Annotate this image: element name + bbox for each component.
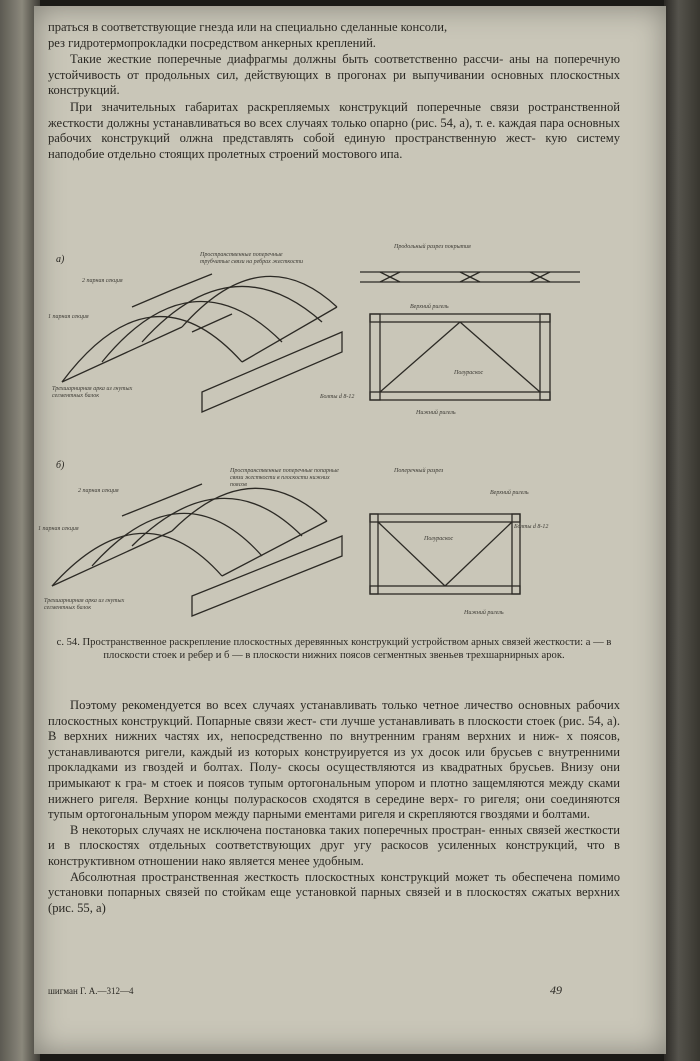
figure-b-section-drawing [360,494,560,624]
figure-a-long-section: Продольный разрез покрытия [394,244,471,250]
book-page [34,6,666,1054]
figure-a-half-brace: Полураскос [454,370,484,376]
figure-b-note-chord: Трехшарнирная арка из гнутых сегментных балок [44,598,125,611]
printer-mark: шигман Г. А.—312—4 [48,986,134,996]
figure-b-label: б) [56,460,65,471]
figure-b-upper-bar: Верхний ригель [490,490,529,496]
figure-b-note-pair1: 1 парная секция [38,526,79,532]
figure-caption: с. 54. Пространственное раскрепление плоскостных деревянных конструкций устройством арных связей жесткости: а — в плоскости стоек и ребер и б — в плоскости нижних поясов сегментных звеньев трехшарнирных арок. [56,637,612,661]
top-paragraph [48,20,620,51]
body-text [48,698,620,916]
figure-b-half-brace: Полураскос [424,536,454,542]
body-paragraph-3: Абсолютная пространственная жесткость плоскостных конструкций может ть обеспечена помимо установки попарных связей по стойкам еще установкой парных связей и в плоскостях сжатых верхних (рис. 55, а) [48,869,620,915]
figure-a-label: а) [56,254,65,265]
figure-b-note-ties: Пространственные поперечные попарные связи жесткости в плоскости нижних поясов [230,468,339,488]
figure-a-note-pair2: 2 парная секция [82,278,123,284]
figure-a-lower-bar: Нижний ригель [416,410,456,416]
figure-b-cross-section: Поперечный разрез [394,468,444,474]
paragraph-2 [48,52,620,99]
figure-a-note-chord: Трехшарнирная арка из гнутых сегментных балок [52,386,133,399]
top-line-2: рез гидротермопрокладки посредством анкерных креплений. [48,35,376,50]
paragraph-3-text: При значительных габаритах раскрепляемых конструкций поперечные связи ространственной жесткости должны устанавливаться во всех случаях только опарно (рис. 54, а), т. е. каждая пара основных рабочих конструкций олжна представлять собой единую пространственную жест- кую систему наподобие отдельно стоящих пролетных строений мостового ипа. [48,100,620,161]
top-line-1: праться в соответствующие гнезда или на специально сделанные консоли, [48,20,448,34]
body-paragraph-2: В некоторых случаях не исключена постановка таких поперечных простран- енных связей жесткости и в плоскостях отдельных соответствующих друг угу раскосов усиленных конструкций, что в конструктивном отношении нако является менее удобным. [48,822,620,868]
figure-a-note-ties: Пространственные поперечные трубчатые связи на ребрах жесткости [200,252,303,265]
figure-a-section-drawing [360,254,580,414]
figure-b-note-pair2: 2 парная секция [78,488,119,494]
paragraph-3 [48,100,620,162]
body-paragraph-1: Поэтому рекомендуется во всех случаях устанавливать только четное личество основных рабочих плоскостных конструкций. Попарные связи жест- сти лучше устанавливать в плоскости стоек (рис. 54, а). В верхних нижних частях их, непосредственно по внутренним граням верхних и ниж- х поясов, устанавливаются ригели, каждый из которых конструируется из ух досок или брусьев с внутренними прокладками из гвоздей и болтах. Полу- скосы осуществляются из квадратных брусьев. Внизу они примыкают к гра- м стоек и поясов тупым ортогональным упором и плотно защемляются между сками нижнего ригеля. Верхние концы полураскосов сходятся в середине верх- го ригеля; они соединяются тупым ортогональным упором между парными ементами ригеля и скрепляются гвоздями и болтами. [48,698,620,822]
figure-b-lower-bar: Нижний ригель [464,610,504,616]
figure-a-note-pair1: 1 парная секция [48,314,89,320]
figure-a-upper-bar: Верхний ригель [410,304,449,310]
book-spine [664,0,700,1061]
page-number: 49 [550,983,562,997]
paragraph-2-text: Такие жесткие поперечные диафрагмы должны быть соответственно рассчи- аны на поперечную устойчивость от продольных сил, действующих в прогонах ри выпучивании основных плоскостных конструкций. [48,52,620,98]
figure-b-bolts: Болты d 8-12 [514,524,549,530]
figure-a-bolts: Болты d 8-12 [320,394,355,400]
